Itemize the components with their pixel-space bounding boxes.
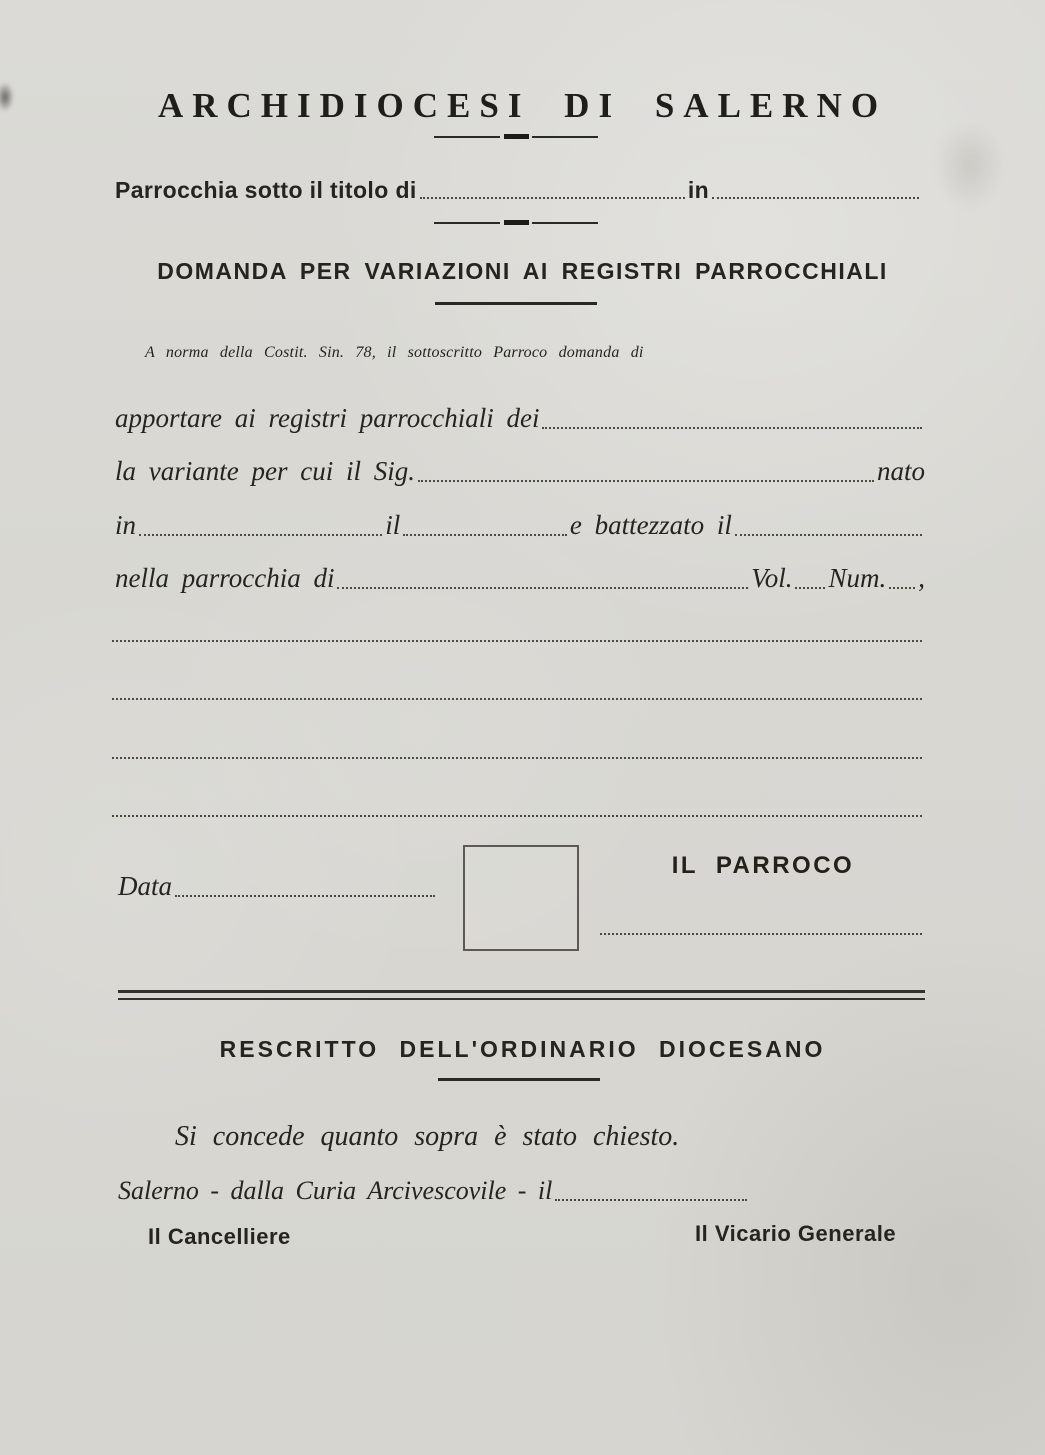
rescript-heading: RESCRITTO DELL'ORDINARIO DIOCESANO <box>219 1036 826 1062</box>
writing-line-1 <box>112 640 922 642</box>
birthplace-label: in <box>115 510 137 540</box>
born-label: nato <box>876 456 925 486</box>
ornamental-divider-top <box>434 133 598 141</box>
parish-title-line <box>115 172 922 204</box>
parroco-signature-blank-field <box>600 933 922 935</box>
registers-label: apportare ai registri parrocchiali dei <box>115 403 540 433</box>
birthplace-blank-field <box>139 534 382 536</box>
number-label: Num. <box>828 563 887 593</box>
baptized-label: e battezzato il <box>569 510 732 540</box>
stamp-box <box>463 845 579 951</box>
baptism-parish-blank-field <box>337 587 748 589</box>
baptism-date-blank-field <box>735 534 922 536</box>
body-line-3 <box>115 451 925 487</box>
concession-text: Si concede quanto sopra è stato chiesto. <box>175 1121 680 1152</box>
form-heading: DOMANDA PER VARIAZIONI AI REGISTRI PARROCCHIALI <box>157 258 888 284</box>
birthdate-label: il <box>385 510 401 540</box>
body-line-4 <box>115 505 925 541</box>
writing-line-3 <box>112 757 922 759</box>
registers-blank-field <box>542 427 922 429</box>
trailing-comma: , <box>918 563 925 593</box>
body-line-2 <box>115 398 925 434</box>
baptism-parish-label: nella parrocchia di <box>115 563 335 593</box>
cancelliere-label: Il Cancelliere <box>148 1224 291 1249</box>
curia-label: Salerno - dalla Curia Arcivescovile - il <box>118 1176 553 1205</box>
document-title: ARCHIDIOCESI DI SALERNO <box>157 86 888 125</box>
parish-in-label: in <box>687 177 710 203</box>
person-name-blank-field <box>418 480 874 482</box>
body-line-1: A norma della Costit. Sin. 78, il sottoscritto Parroco domanda di <box>145 344 644 361</box>
parroco-label: IL PARROCO <box>671 852 855 879</box>
paper-crease <box>935 120 1005 210</box>
parish-title-blank-field <box>420 197 685 199</box>
volume-blank-field <box>795 587 825 589</box>
parish-title-label: Parrocchia sotto il titolo di <box>115 177 417 203</box>
section-double-rule <box>118 990 925 1000</box>
curia-date-line <box>118 1174 750 1206</box>
person-name-label: la variante per cui il Sig. <box>115 456 415 486</box>
date-label: Data <box>118 871 172 901</box>
volume-label: Vol. <box>751 563 793 593</box>
date-line <box>118 870 438 902</box>
body-line-5 <box>115 558 925 594</box>
vicario-generale-label: Il Vicario Generale <box>695 1221 897 1246</box>
number-blank-field <box>889 587 915 589</box>
curia-date-blank-field <box>555 1199 747 1201</box>
date-blank-field <box>175 895 435 897</box>
birthdate-blank-field <box>403 534 567 536</box>
parish-place-blank-field <box>712 197 919 199</box>
writing-line-4 <box>112 815 922 817</box>
ornamental-divider-second <box>434 219 598 227</box>
form-heading-underline <box>435 302 597 305</box>
rescript-heading-underline <box>438 1078 600 1081</box>
writing-line-2 <box>112 698 922 700</box>
